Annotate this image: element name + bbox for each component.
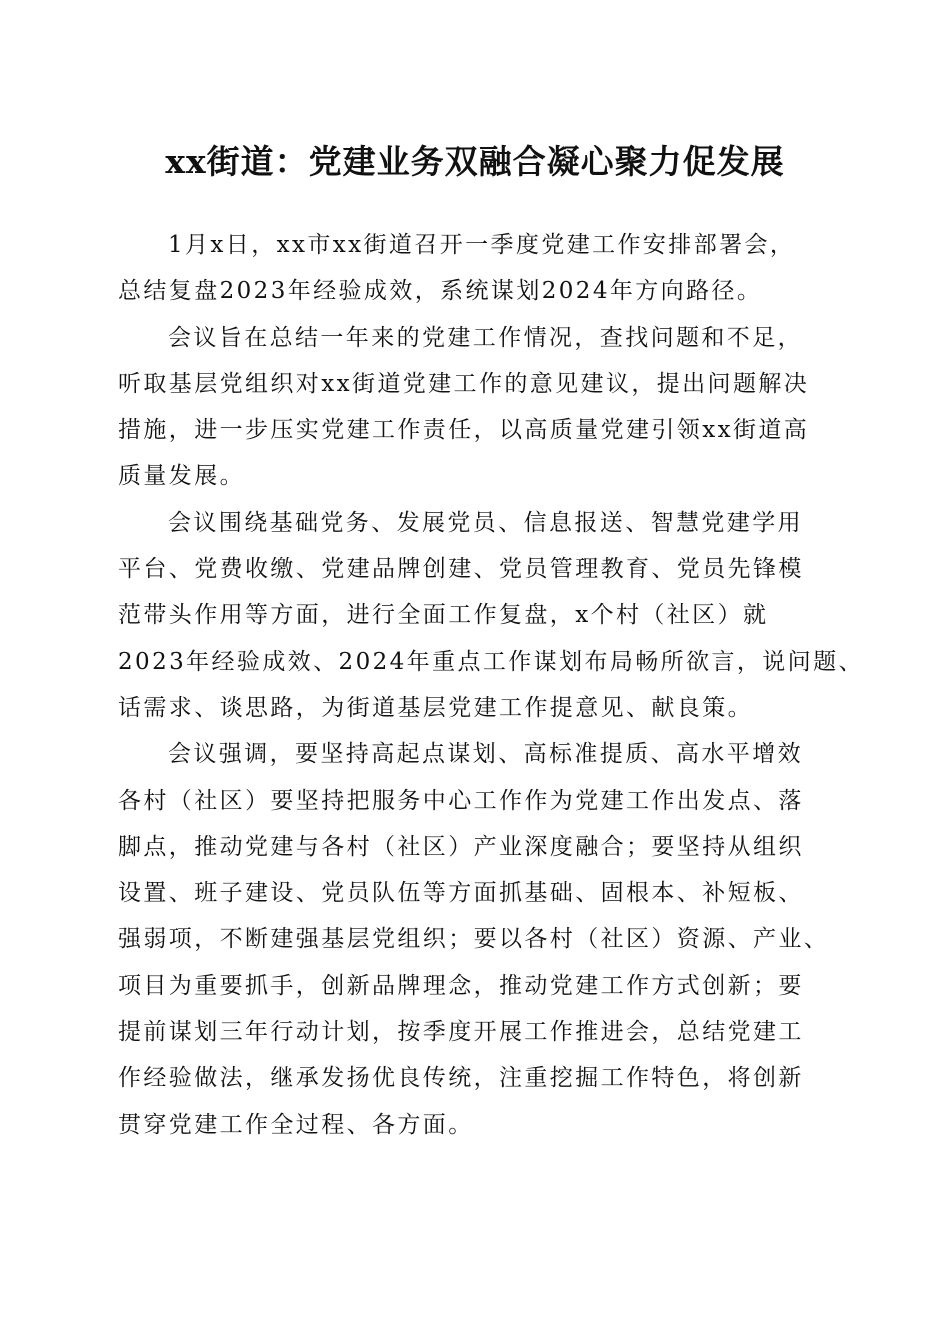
paragraph-4-line-9: 贯穿党建工作全过程、各方面。 <box>118 1111 474 1138</box>
paragraph-3-line-3: 范带头作用等方面，进行全面工作复盘，x个村（社区）就 <box>118 602 769 629</box>
paragraph-3-line-1: 会议围绕基础党务、发展党员、信息报送、智慧党建学用 <box>168 509 803 536</box>
paragraph-4-line-6: 项目为重要抓手，创新品牌理念，推动党建工作方式创新；要 <box>118 972 804 999</box>
paragraph-2-line-1: 会议旨在总结一年来的党建工作情况，查找问题和不足， <box>168 324 803 351</box>
paragraph-4-line-2: 各村（社区）要坚持把服务中心工作作为党建工作出发点、落 <box>118 787 804 814</box>
paragraph-3-line-5: 话需求、谈思路，为街道基层党建工作提意见、献良策。 <box>118 694 753 721</box>
paragraph-2-line-2: 听取基层党组织对xx街道党建工作的意见建议，提出问题解决 <box>118 370 810 397</box>
paragraph-4-line-3: 脚点，推动党建与各村（社区）产业深度融合；要坚持从组织 <box>118 833 804 860</box>
paragraph-1-line-2: 总结复盘2023年经验成效，系统谋划2024年方向路径。 <box>118 278 763 305</box>
paragraph-2-line-3: 措施，进一步压实党建工作责任，以高质量党建引领xx街道高 <box>118 417 810 444</box>
paragraph-3-line-2: 平台、党费收缴、党建品牌创建、党员管理教育、党员先锋模 <box>118 556 804 583</box>
paragraph-4-line-8: 作经验做法，继承发扬优良传统，注重挖掘工作特色，将创新 <box>118 1065 804 1092</box>
paragraph-1-line-1: 1月x日，xx市xx街道召开一季度党建工作安排部署会， <box>168 232 796 258</box>
paragraph-4-line-1: 会议强调，要坚持高起点谋划、高标准提质、高水平增效 <box>168 741 803 768</box>
document-body <box>118 222 864 1148</box>
document-title: xx街道：党建业务双融合凝心聚力促发展 <box>165 142 785 181</box>
paragraph-4-line-7: 提前谋划三年行动计划，按季度开展工作推进会，总结党建工 <box>118 1019 804 1046</box>
paragraph-3-line-4: 2023年经验成效、2024年重点工作谋划布局畅所欲言，说问题、 <box>118 648 864 675</box>
paragraph-4-line-4: 设置、班子建设、党员队伍等方面抓基础、固根本、补短板、 <box>118 880 804 907</box>
paragraph-2-line-4: 质量发展。 <box>118 463 245 490</box>
paragraph-4-line-5: 强弱项，不断建强基层党组织；要以各村（社区）资源、产业、 <box>118 926 830 953</box>
